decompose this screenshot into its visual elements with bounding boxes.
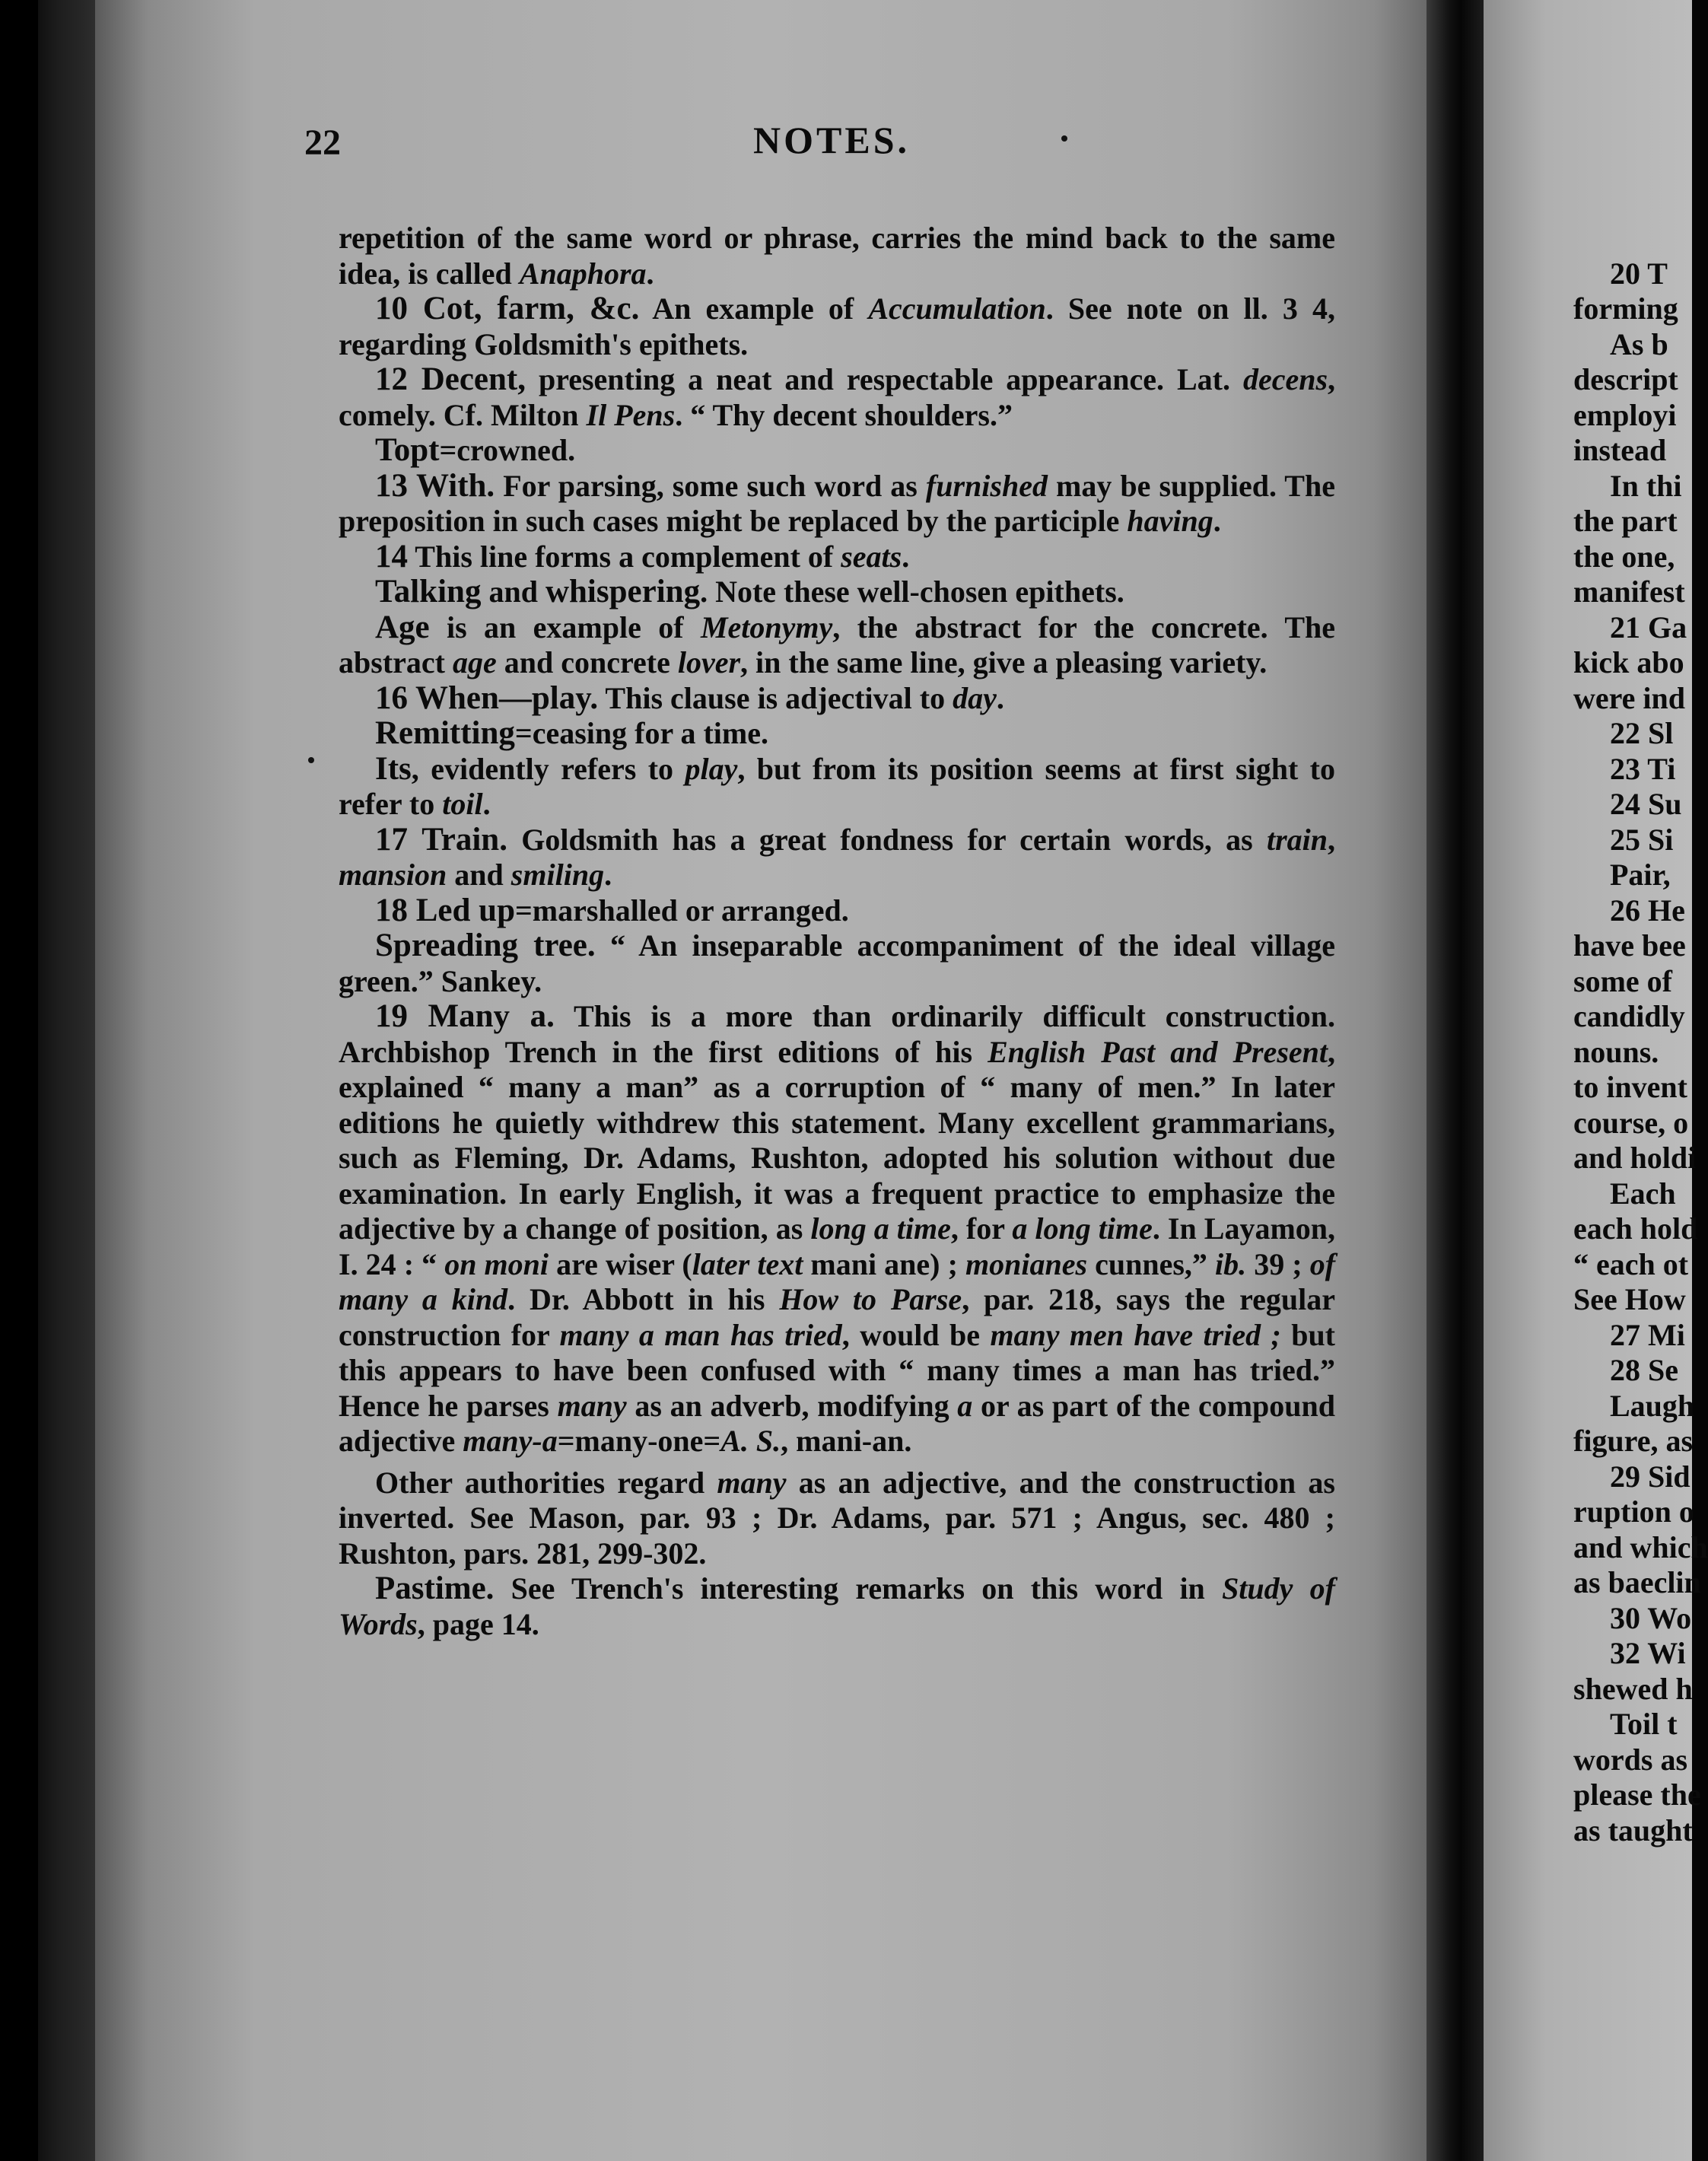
right-page-line: employi (1573, 397, 1677, 432)
right-page-line: some of (1573, 963, 1672, 998)
right-page-line: shewed h (1573, 1671, 1693, 1706)
note-term: Age (375, 609, 430, 645)
right-page-line: candidly (1573, 999, 1685, 1033)
note-term: Pastime. (375, 1571, 495, 1606)
italic-text: Il Pens (586, 397, 676, 432)
note-text: . (902, 539, 910, 574)
italic-text: ib. (1215, 1246, 1247, 1281)
note-paragraph (339, 362, 1335, 433)
note-paragraph (339, 469, 1335, 539)
note-term: Talking (375, 574, 482, 609)
right-page-line: As b (1610, 326, 1668, 361)
note-term: 13 With. (375, 467, 495, 504)
italic-text: Accumulation (868, 291, 1046, 326)
right-page-line: 22 Sl (1610, 716, 1674, 750)
italic-text: long a time (810, 1211, 951, 1246)
note-paragraph (339, 999, 1335, 1459)
note-text: . (646, 256, 654, 291)
right-page-line: 27 Mi (1610, 1317, 1685, 1352)
note-text: . In Layamon, I. 24 : “ (339, 1211, 1336, 1281)
right-page-line: the part (1573, 504, 1678, 538)
italic-text: age (452, 645, 497, 679)
note-term: 12 Decent, (375, 361, 526, 397)
right-page-line: 20 T (1610, 256, 1668, 291)
right-page-line: as baeclin (1573, 1565, 1701, 1599)
italic-text: How to Parse (779, 1282, 962, 1316)
italic-text: train (1266, 822, 1328, 857)
note-text: This line forms a complement of (408, 539, 841, 574)
italic-text: A. S. (720, 1424, 781, 1458)
right-page-line: Toil t (1610, 1707, 1678, 1741)
note-term: 14 (375, 538, 408, 574)
note-text: are wiser ( (549, 1246, 692, 1281)
right-page-line: each hold (1573, 1211, 1698, 1246)
italic-text: many-a (463, 1424, 558, 1458)
note-term: Remitting (375, 715, 515, 751)
note-text: , (1328, 822, 1335, 857)
note-text: or as part of the compound adjective (339, 1388, 1335, 1458)
right-page-line: descript (1573, 362, 1678, 396)
right-page-line: Laugh (1610, 1388, 1695, 1423)
italic-text: Metonymy (700, 609, 833, 644)
italic-text: on moni (444, 1246, 549, 1281)
italic-text: later text (692, 1246, 803, 1281)
right-page-line: 24 Su (1610, 787, 1682, 821)
note-text: is an example of (429, 609, 701, 644)
note-term: 10 Cot, farm, &c. (375, 291, 640, 326)
scan-border (0, 0, 38, 2161)
note-paragraph (339, 610, 1335, 681)
note-term: 17 Train. (375, 821, 507, 858)
note-term: Its (375, 750, 412, 787)
note-text: as an adjective, and the construction as inverted. See Mason, par. 93 ; Dr. Adams, par. 571 ; Angus, sec. 480 ; Rushton, pars. 281, 299-302. (339, 1465, 1335, 1571)
italic-text: furnished (925, 468, 1048, 503)
note-text: , par. 218, says the regular construction for (339, 1282, 1335, 1352)
print-speck (308, 757, 314, 763)
note-text: and concrete (496, 645, 678, 679)
note-text: . (482, 787, 491, 821)
note-text: . “ Thy decent shoulders.” (675, 397, 1013, 432)
italic-text: decens (1242, 362, 1328, 396)
italic-text: a (957, 1388, 973, 1423)
note-text: , comely. Cf. Milton (339, 362, 1336, 432)
note-text: =many-one= (557, 1424, 721, 1458)
italic-text: having (1127, 504, 1213, 538)
note-text: “ An inseparable accompaniment of the ideal village green.” Sankey. (339, 928, 1335, 998)
right-page-line: In thi (1610, 468, 1682, 503)
note-paragraph (339, 539, 1335, 575)
note-text: , evidently refers to (411, 751, 685, 786)
right-page-line: 25 Si (1610, 822, 1674, 857)
note-text: may be supplied. The preposition in such cases might be replaced by the participle (339, 468, 1335, 538)
note-text: mani ane) ; (803, 1246, 965, 1281)
note-text: For parsing, some such word as (495, 468, 926, 503)
note-text: This clause is adjectival to (598, 680, 953, 715)
italic-text: many (717, 1465, 787, 1500)
note-paragraph (339, 752, 1335, 823)
page-number: 22 (304, 123, 341, 163)
right-page-line: nouns. (1573, 1034, 1659, 1069)
right-page-line: course, o (1573, 1105, 1689, 1140)
note-text: . Dr. Abbott in his (507, 1282, 780, 1316)
book-gutter (1427, 0, 1484, 2161)
note-text: =crowned. (439, 433, 576, 467)
note-paragraph (339, 681, 1335, 717)
italic-text: many a man has tried (559, 1317, 842, 1352)
notes-body (339, 221, 1335, 1642)
right-page-line: manifest (1573, 574, 1685, 609)
right-page-line (1573, 221, 1708, 256)
note-text: Other authorities regard (375, 1465, 717, 1500)
note-text: , page 14. (417, 1606, 539, 1641)
right-page-line: 23 Ti (1610, 751, 1676, 786)
right-page-text (1573, 221, 1708, 1848)
italic-text: Study of Words (339, 1571, 1335, 1641)
note-paragraph (339, 716, 1335, 752)
italic-text: lover (677, 645, 741, 679)
note-term: 16 When—play. (375, 679, 599, 716)
book-spine (38, 0, 99, 2161)
note-paragraph (339, 574, 1335, 610)
italic-text: day (953, 680, 997, 715)
italic-text: of many a kind (339, 1246, 1336, 1316)
note-text: as an adverb, modifying (626, 1388, 958, 1423)
note-paragraph (339, 433, 1335, 469)
note-text: cunnes,” (1087, 1246, 1215, 1281)
note-paragraph (339, 823, 1335, 893)
right-page-line: 30 Wo (1610, 1600, 1692, 1635)
note-paragraph (339, 1571, 1335, 1642)
italic-text: many men have tried ; (990, 1317, 1281, 1352)
italic-text: seats (841, 539, 902, 574)
page-heading: NOTES. (753, 119, 911, 161)
italic-text: mansion (339, 858, 447, 892)
right-page-line: the one, (1573, 539, 1675, 574)
note-text: repetition of the same word or phrase, carries the mind back to the same idea, is called (339, 221, 1335, 291)
note-term: Topt (375, 432, 440, 468)
note-text: Goldsmith has a great fondness for certain words, as (507, 822, 1267, 857)
right-page-line: Pair, (1610, 858, 1671, 892)
note-text: , the abstract for the concrete. The abstract (339, 609, 1335, 679)
right-page-line: forming (1573, 291, 1678, 326)
note-text: presenting a neat and respectable appearance. Lat. (526, 362, 1243, 396)
note-term: 18 Led up (375, 892, 516, 928)
right-page-line: Each (1610, 1176, 1676, 1211)
note-paragraph (339, 1466, 1335, 1572)
note-text: See Trench's interesting remarks on this word in (494, 1571, 1223, 1606)
note-text: . (996, 680, 1004, 715)
note-text: 39 ; (1246, 1246, 1310, 1281)
note-text: This is a more than ordinarily difficult construction. Archbishop Trench in the first editions of his (339, 999, 1336, 1069)
italic-text: toil (442, 787, 483, 821)
note-text: , in the same line, give a pleasing variety. (740, 645, 1267, 679)
note-paragraph (339, 893, 1335, 929)
note-paragraph (339, 291, 1335, 362)
right-page-line: 29 Sid (1610, 1459, 1691, 1494)
right-page-line: have bee (1573, 928, 1686, 963)
note-text: but this appears to have been confused with “ many times a man has tried.” Hence he parses (339, 1317, 1336, 1423)
note-paragraph (339, 221, 1335, 291)
note-term: 19 Many a. (375, 998, 555, 1034)
right-page-line: figure, as (1573, 1424, 1694, 1458)
right-page-line: words as (1573, 1742, 1688, 1777)
note-text: An example of (639, 291, 869, 326)
note-text: and (447, 858, 511, 892)
note-text: , for (950, 1211, 1013, 1246)
italic-text: monianes (965, 1246, 1088, 1281)
right-page-line: kick abo (1573, 645, 1684, 679)
right-page-line: and holdi (1573, 1141, 1697, 1175)
right-page-line: and which (1573, 1529, 1708, 1564)
note-term: Spreading tree. (375, 928, 596, 963)
note-text: . Note these well-chosen epithets. (700, 574, 1124, 609)
right-page-line: 26 He (1610, 893, 1685, 928)
italic-text: Anaphora (519, 256, 647, 291)
italic-text: play (685, 751, 738, 786)
italic-text: English Past and Present (988, 1034, 1328, 1069)
right-page-line: as taught (1573, 1813, 1693, 1848)
note-term: whispering (545, 574, 701, 609)
right-page-line: 21 Ga (1610, 609, 1687, 644)
note-text: , mani-an. (781, 1424, 912, 1458)
right-page-line: ruption o (1573, 1494, 1694, 1529)
italic-text: a long time (1012, 1211, 1153, 1246)
right-page-line: were ind (1573, 680, 1686, 715)
note-text: . (1213, 504, 1221, 538)
note-text: and (481, 574, 545, 609)
right-page-line: See How (1573, 1282, 1686, 1316)
italic-text: smiling (510, 858, 605, 892)
right-page-line: 28 Se (1610, 1353, 1678, 1387)
right-page-line: to invent (1573, 1070, 1687, 1104)
right-page-line: 32 Wi (1610, 1636, 1686, 1670)
note-text: =marshalled or arranged. (515, 893, 849, 928)
note-text: , would be (841, 1317, 991, 1352)
right-page-line: instead (1573, 433, 1667, 467)
note-text: . (604, 858, 612, 892)
note-paragraph (339, 928, 1335, 999)
right-page-line: please the (1573, 1777, 1701, 1812)
note-text: , explained “ many a man” as a corruption of “ many of men.” In later editions he quietly withdrew this statement. Many excellent grammarians, such as Fleming, Dr. Adams, Rushton, adopted his solution without due examination. In early English, it was a frequent practice to emphasize the adjective by a change of position, as (339, 1034, 1335, 1246)
note-text: . See note on ll. 3 4, regarding Goldsmith's epithets. (339, 291, 1335, 361)
note-text: =ceasing for a time. (514, 716, 768, 750)
right-page-line: “ each ot (1573, 1246, 1689, 1281)
print-speck (1061, 135, 1067, 142)
italic-text: many (557, 1388, 627, 1423)
note-text: , but from its position seems at first sight to refer to (339, 751, 1336, 821)
